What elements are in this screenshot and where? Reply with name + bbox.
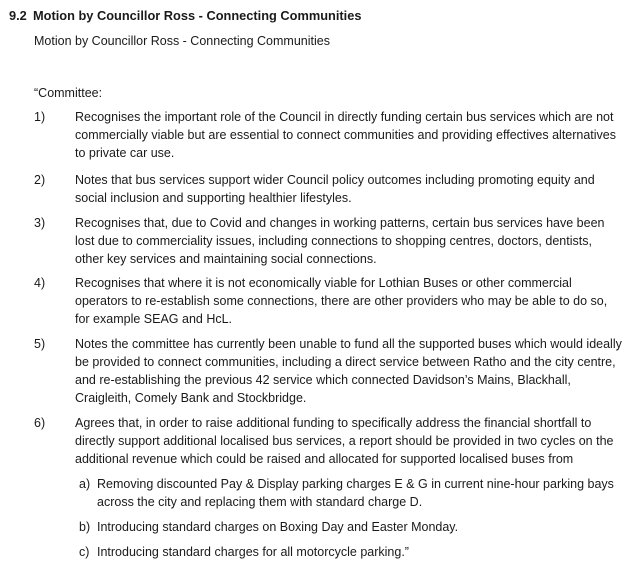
subclause-letter: c) xyxy=(79,545,90,559)
clause-text: Recognises that, due to Covid and changes in working patterns, certain bus services have been lost due to commerciality issues, including connections to shopping centres, doctors, dentists, other key services and maintaining social connections. xyxy=(75,216,605,266)
motion-subtitle: Motion by Councillor Ross - Connecting Communities xyxy=(34,34,330,48)
clause-text: Agrees that, in order to raise additional funding to specifically address the financial shortfall to directly support additional localised bus services, a report should be provided in two cycles on the additional revenue which could be raised and allocated for supported localised buses from xyxy=(75,416,614,466)
clause-text: Notes the committee has currently been unable to fund all the supported buses which would ideally be provided to connect communities, including a direct service between Ratho and the city centre, and re-establishing the previous 42 service which connected Davidson’s Mains, Blackhall, Craigleith, Comely Bank and Stockbridge. xyxy=(75,337,622,405)
clause-number: 3) xyxy=(34,216,46,230)
subclause-letter: b) xyxy=(79,520,91,534)
clause-text: Notes that bus services support wider Council policy outcomes including promoting equity and social inclusion and supporting healthier lifestyles. xyxy=(75,173,595,205)
clause-number: 1) xyxy=(34,110,46,124)
subclause-text: Removing discounted Pay & Display parking charges E & G in current nine-hour parking bays across the city and replacing them with standard charge D. xyxy=(97,477,614,509)
item-number: 9.2 xyxy=(9,8,27,23)
clause-number: 4) xyxy=(34,276,46,290)
item-heading xyxy=(9,7,361,25)
committee-intro: “Committee: xyxy=(34,86,103,100)
item-title: Motion by Councillor Ross - Connecting Communities xyxy=(33,8,362,23)
clause-text: Recognises that where it is not economically viable for Lothian Buses or other commercial operators to re-establish some connections, there are other providers who may be able to do so, for example SEAG and HcL. xyxy=(75,276,608,326)
clause-number: 6) xyxy=(34,416,46,430)
clause-text: Recognises the important role of the Council in directly funding certain bus services which are not commercially viable but are essential to connect communities and providing effectives alternatives to private car use. xyxy=(75,110,617,160)
subclause-text: Introducing standard charges for all motorcycle parking.” xyxy=(97,545,409,559)
clause-number: 2) xyxy=(34,173,46,187)
subclause-text: Introducing standard charges on Boxing Day and Easter Monday. xyxy=(97,520,459,534)
subclause-letter: a) xyxy=(79,477,91,491)
clause-number: 5) xyxy=(34,337,46,351)
